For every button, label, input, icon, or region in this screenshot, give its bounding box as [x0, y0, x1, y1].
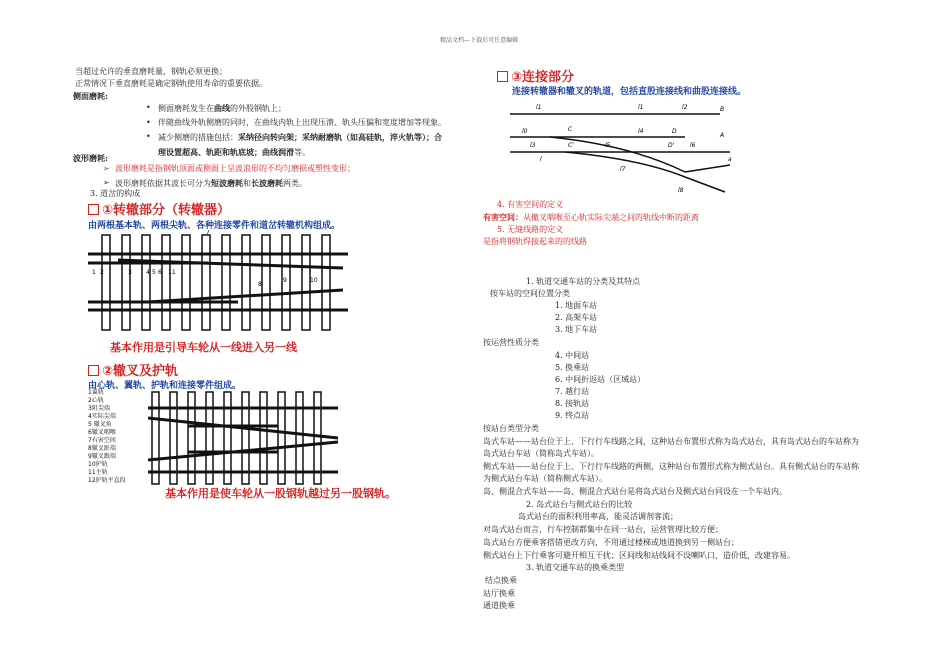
- list-item: ➢ 波形磨耗依据其波长可分为短波磨耗和长波磨耗两类。: [103, 177, 355, 190]
- function-item: 6. 中间折返站（区域站）: [555, 375, 646, 384]
- fig1-title: ①转辙部分（转辙器）: [88, 199, 230, 218]
- conn-label-l1b: l1: [638, 104, 644, 111]
- heading-station-types: 1. 轨道交通车站的分类及其特点: [526, 277, 641, 286]
- fig2-subtitle: 由心轨、翼轨、护轨和连接零件组成。: [88, 381, 242, 391]
- para-vertical-wear-1: 当超过允许的垂直磨耗量，钢轨必须更换；: [75, 67, 227, 76]
- legend-item: 12护轨平直段: [88, 477, 126, 484]
- conn-label-l6: l6: [690, 142, 696, 149]
- legend-item: 10护轨: [88, 461, 108, 468]
- legend-item: 7有害空间: [88, 437, 116, 444]
- section-harmful-space: 4. 有害空间的定义: [497, 200, 564, 209]
- square-icon: [497, 71, 508, 82]
- wave-wear-title: 波形磨耗:: [73, 153, 108, 163]
- conn-label-l5: l5: [605, 142, 611, 149]
- fig2-caption: 基本作用是使车轮从一股钢轨越过另一股钢轨。: [165, 487, 396, 500]
- conn-label-D: D: [672, 128, 677, 135]
- space-item: 2. 高架车站: [555, 313, 598, 322]
- cwr-def: 是指将钢轨焊接起来的的线路: [483, 237, 587, 246]
- side-station-1: 侧式车站——站台位于上、下行行车线路的两侧，这种站台布置形式称为侧式站台。具有侧式站台的车站称: [483, 462, 859, 471]
- para-vertical-wear-2: 正常情况下垂直磨耗是确定钢轨使用寿命的重要依据。: [75, 79, 267, 88]
- space-item: 1. 地面车站: [555, 301, 598, 310]
- function-item: 8. 接轨站: [555, 399, 590, 408]
- conn-label-l2: l2: [682, 104, 688, 111]
- function-item: 4. 中间站: [555, 351, 590, 360]
- switch-num-1: 1: [92, 269, 96, 276]
- legend-item: 1翼轨: [88, 389, 104, 396]
- switch-num-11: 11: [168, 269, 176, 276]
- conn-label-A: A: [720, 132, 725, 139]
- legend-item: 6辙叉咽喉: [88, 429, 116, 436]
- function-item: 9. 终点站: [555, 411, 590, 420]
- fig1-subtitle: 由两根基本轨、两根尖轨、各种连接零件和道岔转辙机构组成。: [88, 221, 341, 231]
- transfer-item: 结点换乘: [485, 576, 517, 585]
- list-item: • 侧面磨耗发生在曲线的外股钢轨上；: [146, 102, 446, 115]
- compare-3: 岛式站台方便乘客搭错更改方向，不用通过楼梯或地道换到另一侧站台；: [483, 538, 739, 547]
- switch-num-8: 8: [258, 281, 262, 288]
- conn-label-l7: l7: [620, 166, 626, 173]
- island-station-1: 岛式车站——站台位于上、下行行车线路之间，这种站台布置形式称为岛式站台，具有岛式站台的车站称为: [483, 437, 859, 446]
- legend-item: 3阻尖端: [88, 405, 110, 412]
- switch-num-4: 4: [146, 269, 150, 276]
- fig2-title: ②辙叉及护轨: [88, 360, 178, 379]
- by-space-label: 按车站的空间位置分类: [490, 289, 570, 298]
- legend-item: 4实际尖端: [88, 413, 116, 420]
- function-item: 5. 换乘站: [555, 363, 590, 372]
- fig3-title: ③连接部分: [497, 66, 574, 85]
- list-item: • 减少侧磨的措施包括：采纳径向转向架；采纳耐磨轨（如高硅轨，淬火轨等）；合: [146, 131, 446, 144]
- compare-1: 岛式站台的面积利用率高，能灵活调剂客流；: [518, 512, 678, 521]
- space-item: 3. 地下车站: [555, 325, 598, 334]
- connection-diagram: [510, 97, 740, 197]
- switch-num-7: 7: [206, 230, 210, 236]
- frog-diagram: [148, 388, 338, 488]
- island-station-2: 岛式站台车站（简称岛式车站）。: [483, 449, 599, 458]
- list-item-cont: 理设置超高、轨距和轨底坡；曲线润滑等。: [158, 147, 310, 157]
- legend-item: 2心轨: [88, 397, 104, 404]
- switch-num-3: 3: [128, 269, 132, 276]
- page-header: 精品文档---下载后可任意编辑: [440, 37, 519, 44]
- fig1-caption: 基本作用是引导车轮从一线进入另一线: [110, 341, 297, 354]
- transfer-item: 通道换乘: [483, 601, 515, 610]
- compare-2: 对岛式站台而言，行车控制都集中在同一站台，运营管理比较方便；: [483, 525, 723, 534]
- conn-label-l4: l4: [638, 128, 644, 135]
- side-wear-title: 侧面磨耗:: [73, 91, 108, 101]
- section-turnout: 3. 道岔的构成: [90, 189, 141, 198]
- transfer-item: 站厅换乘: [483, 589, 515, 598]
- side-wear-list: [146, 102, 446, 159]
- switch-diagram: [88, 230, 348, 335]
- harmful-space-def: 有害空间：从辙叉咽喉至心轨实际尖端之间的轨线中断的距离: [483, 212, 699, 222]
- mixed-station: 岛、侧混合式车站——岛、侧混合式站台是将岛式站台及侧式站台同设在一个车站内。: [483, 487, 787, 496]
- section-cwr: 5. 无缝线路的定义: [497, 225, 564, 234]
- by-function-label: 按运营性质分类: [483, 338, 539, 347]
- square-icon: [88, 204, 99, 215]
- conn-label-l8: l8: [678, 187, 684, 194]
- legend-item: 11主轨: [88, 469, 108, 476]
- heading-transfer: 3. 轨道交通车站的换乘类型: [526, 563, 625, 572]
- by-platform-label: 按站台类型分类: [483, 424, 539, 433]
- switch-num-5: 5: [152, 269, 156, 276]
- conn-label-a: a: [728, 156, 732, 163]
- conn-label-l: l: [540, 156, 542, 163]
- heading-compare: 2. 岛式站台与侧式站台的比较: [526, 500, 633, 509]
- fig3-subtitle: 连接转辙器和辙叉的轨道，包括直股连接线和曲股连接线。: [512, 87, 747, 97]
- square-icon: [88, 365, 99, 376]
- legend-item: 9辙叉跟端: [88, 453, 116, 460]
- compare-4: 侧式站台上下行乘客可避开相互干扰；区间线和站线间不设喇叭口，造价低，改建容易。: [483, 551, 795, 560]
- conn-label-l0: l0: [522, 128, 528, 135]
- conn-label-Cprime: C': [568, 142, 574, 149]
- switch-num-6: 6: [158, 269, 162, 276]
- fig2-legend: [88, 389, 148, 485]
- side-station-2: 为侧式站台车站（简称侧式车站）。: [483, 474, 607, 483]
- conn-label-l1: l1: [536, 104, 542, 111]
- conn-label-B: B: [720, 106, 725, 113]
- list-item: ➢ 波形磨耗是指钢轨顶面或侧面上呈波浪形的不均匀磨损或塑性变形；: [103, 163, 355, 175]
- switch-num-2: 2: [100, 269, 104, 276]
- conn-label-l3: l3: [530, 142, 536, 149]
- function-item: 7. 越行站: [555, 387, 590, 396]
- switch-num-10: 10: [310, 277, 318, 284]
- conn-label-Dprime: D': [668, 142, 675, 149]
- conn-label-C: C: [568, 126, 573, 133]
- wave-wear-list: [103, 163, 355, 190]
- legend-item: 5 辙叉角: [88, 421, 112, 428]
- switch-num-9: 9: [283, 277, 287, 284]
- legend-item: 8辙叉趾端: [88, 445, 116, 452]
- list-item: • 伴随曲线外轨侧磨的同时，在曲线内轨上出现压溃、轨头压偏和宽度增加等现象。: [146, 117, 446, 129]
